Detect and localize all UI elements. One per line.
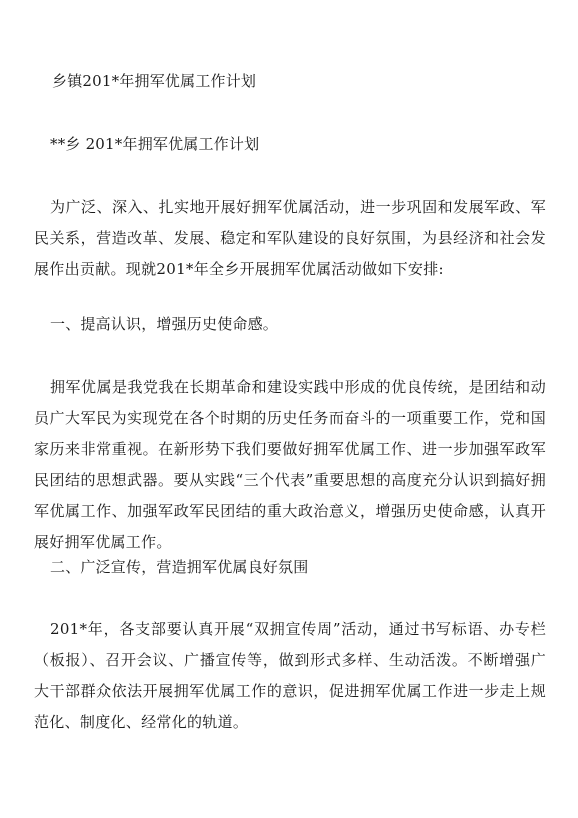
section-1-paragraph: 拥军优属是我党我在长期革命和建设实践中形成的优良传统，是团结和动员广大军民为实现党在各个时期的历史任务而奋斗的一项重要工作，党和国家历来非常重视。在新形势下我们要做好拥军优属工作、进一步加强军政军民团结的思想武器。要从实践“三个代表”重要思想的高度充分认识到搞好拥军优属工作、加强军政军民团结的重大政治意义，增强历史使命感，认真开展好拥军优属工作。 xyxy=(34,378,546,551)
section-2-paragraph: 201*年，各支部要认真开展“双拥宣传周”活动，通过书写标语、办专栏（板报）、召开会议、广播宣传等，做到形式多样、生动活泼。不断增强广大干部群众依法开展拥军优属工作的意识，促进拥军优属工作进一步走上规范化、制度化、经常化的轨道。 xyxy=(34,620,546,731)
intro-paragraph: 为广泛、深入、扎实地开展好拥军优属活动，进一步巩固和发展军政、军民关系，营造改革、发展、稳定和军队建设的良好氛围，为县经济和社会发展作出贡献。现就201*年全乡开展拥军优属活动做如下安排: xyxy=(34,198,546,278)
document-subtitle: **乡 201*年拥军优属工作计划 xyxy=(50,135,260,153)
section-1-heading: 一、提高认识，增强历史使命感。 xyxy=(50,315,279,333)
section-2-heading: 二、广泛宣传，营造拥军优属良好氛围 xyxy=(50,558,309,576)
document-title: 乡镇201*年拥军优属工作计划 xyxy=(52,72,257,90)
